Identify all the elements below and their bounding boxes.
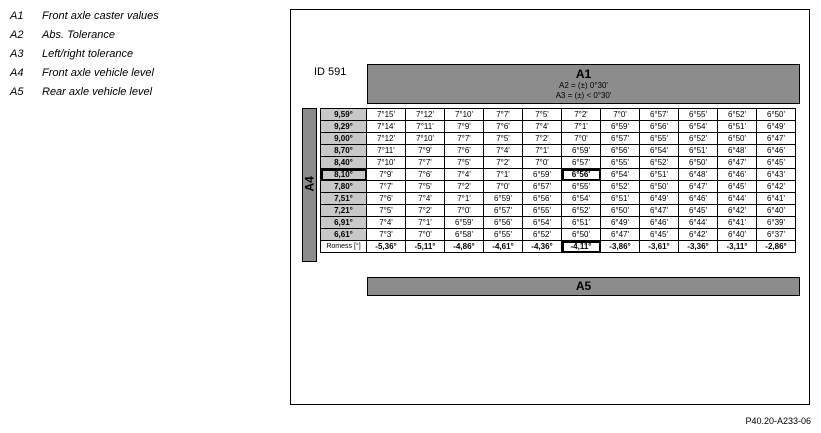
caster-value-cell: 6°51' <box>640 169 679 181</box>
caster-value-cell: 7°2' <box>484 157 523 169</box>
caster-value-cell: 7°10' <box>445 109 484 121</box>
legend-code: A3 <box>10 47 24 60</box>
caster-value-cell: 6°55' <box>640 133 679 145</box>
caster-value-cell: 6°54' <box>640 145 679 157</box>
legend-item <box>10 25 159 44</box>
caster-value-cell: 6°45' <box>679 205 718 217</box>
caster-value-cell: 7°7' <box>484 109 523 121</box>
caster-value-cell: 6°42' <box>757 181 796 193</box>
caster-value-cell: 6°42' <box>679 229 718 241</box>
caster-value-cell: 7°4' <box>484 145 523 157</box>
caster-value-cell: 6°47' <box>640 205 679 217</box>
table-row <box>321 181 796 193</box>
caster-value-cell: 7°1' <box>562 121 601 133</box>
caster-value-cell: 6°52' <box>679 133 718 145</box>
caster-value-cell: 6°52' <box>601 181 640 193</box>
caster-value-cell: 7°5' <box>406 181 445 193</box>
tolerance-left-right: A3 = (±) < 0°30' <box>555 91 612 100</box>
caster-value-cell: 7°9' <box>406 145 445 157</box>
caster-value-cell: 6°54' <box>562 193 601 205</box>
caster-value-cell: 7°7' <box>445 133 484 145</box>
romess-label: Romess [°] <box>321 241 367 253</box>
caster-value-cell: 6°52' <box>523 229 562 241</box>
rear-level-value: -4,11° <box>562 241 601 253</box>
table-row <box>321 193 796 205</box>
legend-item <box>10 82 159 101</box>
rear-level-value: -4,61° <box>484 241 523 253</box>
caster-value-cell: 7°1' <box>406 217 445 229</box>
caster-value-cell: 6°46' <box>757 145 796 157</box>
caster-table <box>320 108 796 253</box>
caster-value-cell: 6°40' <box>757 205 796 217</box>
caster-value-cell: 7°9' <box>445 121 484 133</box>
caster-value-cell: 6°59' <box>601 121 640 133</box>
caster-value-cell: 7°0' <box>484 181 523 193</box>
caster-value-cell: 7°1' <box>445 193 484 205</box>
caster-value-cell: 6°57' <box>484 205 523 217</box>
table-row <box>321 145 796 157</box>
caster-value-cell: 6°56' <box>484 217 523 229</box>
caster-value-cell: 6°47' <box>718 157 757 169</box>
legend <box>10 6 159 101</box>
caster-value-cell: 7°4' <box>445 169 484 181</box>
caster-value-cell: 6°51' <box>562 217 601 229</box>
caster-value-cell: 7°10' <box>406 133 445 145</box>
caster-value-cell: 7°9' <box>367 169 406 181</box>
caster-value-cell: 7°0' <box>406 229 445 241</box>
caster-value-cell: 6°49' <box>601 217 640 229</box>
caster-value-cell: 7°2' <box>445 181 484 193</box>
legend-code: A1 <box>10 9 24 22</box>
caster-value-cell: 7°5' <box>445 157 484 169</box>
caster-value-cell: 6°55' <box>484 229 523 241</box>
front-level-label: A4 <box>302 176 317 192</box>
rear-level-value: -3,36° <box>679 241 718 253</box>
caster-value-cell: 6°55' <box>601 157 640 169</box>
header-title: A1 <box>575 67 592 81</box>
caster-value-cell: 7°5' <box>523 109 562 121</box>
legend-code: A4 <box>10 66 24 79</box>
rear-level-value: -4,86° <box>445 241 484 253</box>
front-level-value: 6,91° <box>321 217 367 229</box>
caster-value-cell: 7°4' <box>523 121 562 133</box>
front-level-value: 8,10° <box>321 169 367 181</box>
caster-value-cell: 6°54' <box>523 217 562 229</box>
caster-value-cell: 6°45' <box>640 229 679 241</box>
caster-value-cell: 6°49' <box>640 193 679 205</box>
caster-value-cell: 6°46' <box>718 169 757 181</box>
caster-value-cell: 7°0' <box>601 109 640 121</box>
caster-value-cell: 7°6' <box>406 169 445 181</box>
caster-value-cell: 6°46' <box>679 193 718 205</box>
caster-value-cell: 6°57' <box>523 181 562 193</box>
table-row <box>321 121 796 133</box>
rear-level-value: -3,86° <box>601 241 640 253</box>
caster-value-cell: 6°48' <box>679 169 718 181</box>
rear-level-footer: A5 <box>367 277 800 296</box>
caster-value-cell: 6°56' <box>523 193 562 205</box>
front-level-value: 8,70° <box>321 145 367 157</box>
table-row <box>321 157 796 169</box>
caster-value-cell: 7°7' <box>406 157 445 169</box>
caster-value-cell: 7°6' <box>367 193 406 205</box>
caster-value-cell: 7°0' <box>523 157 562 169</box>
front-level-value: 9,29° <box>321 121 367 133</box>
caster-value-cell: 6°43' <box>757 169 796 181</box>
caster-value-cell: 6°37' <box>757 229 796 241</box>
caster-value-cell: 6°55' <box>562 181 601 193</box>
caster-value-cell: 6°47' <box>601 229 640 241</box>
caster-value-cell: 7°7' <box>367 181 406 193</box>
rear-level-value: -5,36° <box>367 241 406 253</box>
front-level-value: 9,00° <box>321 133 367 145</box>
caster-value-cell: 7°10' <box>367 157 406 169</box>
caster-value-cell: 7°1' <box>484 169 523 181</box>
front-level-value: 9,59° <box>321 109 367 121</box>
caster-value-cell: 6°58' <box>445 229 484 241</box>
legend-code: A5 <box>10 85 24 98</box>
caster-value-cell: 6°50' <box>601 205 640 217</box>
legend-item <box>10 63 159 82</box>
caster-value-cell: 6°44' <box>679 217 718 229</box>
caster-value-cell: 6°59' <box>445 217 484 229</box>
table-row <box>321 133 796 145</box>
caster-value-cell: 7°4' <box>406 193 445 205</box>
table-id: ID 591 <box>314 66 347 78</box>
caster-value-cell: 6°56' <box>601 145 640 157</box>
caster-value-cell: 6°55' <box>523 205 562 217</box>
table-row <box>321 229 796 241</box>
caster-value-cell: 6°50' <box>562 229 601 241</box>
table-row <box>321 217 796 229</box>
caster-value-cell: 6°57' <box>640 109 679 121</box>
caster-value-cell: 6°48' <box>718 145 757 157</box>
caster-value-cell: 6°39' <box>757 217 796 229</box>
front-level-value: 7,80° <box>321 181 367 193</box>
caster-value-cell: 6°47' <box>679 181 718 193</box>
caster-value-cell: 6°59' <box>523 169 562 181</box>
caster-value-cell: 6°40' <box>718 229 757 241</box>
caster-value-cell: 6°45' <box>757 157 796 169</box>
caster-value-cell: 6°59' <box>484 193 523 205</box>
legend-item <box>10 44 159 63</box>
caster-value-cell: 7°15' <box>367 109 406 121</box>
caster-value-cell: 7°0' <box>562 133 601 145</box>
caster-value-cell: 6°51' <box>601 193 640 205</box>
caster-value-cell: 6°47' <box>757 133 796 145</box>
front-level-value: 8,40° <box>321 157 367 169</box>
caster-value-cell: 6°57' <box>601 133 640 145</box>
rear-level-value: -2,86° <box>757 241 796 253</box>
legend-text: Abs. Tolerance <box>42 28 115 41</box>
document-reference: P40.20-A233-06 <box>745 416 811 426</box>
caster-value-cell: 7°2' <box>562 109 601 121</box>
caster-value-cell: 6°56' <box>562 169 601 181</box>
caster-value-cell: 6°59' <box>562 145 601 157</box>
caster-value-cell: 7°14' <box>367 121 406 133</box>
caster-value-cell: 6°50' <box>718 133 757 145</box>
legend-code: A2 <box>10 28 24 41</box>
caster-value-cell: 6°46' <box>640 217 679 229</box>
caster-header <box>367 64 800 104</box>
rear-level-value: -3,61° <box>640 241 679 253</box>
legend-text: Front axle vehicle level <box>42 66 154 79</box>
caster-value-cell: 6°42' <box>718 205 757 217</box>
caster-value-cell: 6°52' <box>640 157 679 169</box>
caster-value-cell: 7°6' <box>484 121 523 133</box>
caster-value-cell: 6°55' <box>679 109 718 121</box>
rear-level-value: -3,11° <box>718 241 757 253</box>
legend-item <box>10 6 159 25</box>
caster-value-cell: 6°54' <box>679 121 718 133</box>
caster-value-cell: 7°11' <box>367 145 406 157</box>
caster-value-cell: 7°1' <box>523 145 562 157</box>
caster-value-cell: 7°12' <box>367 133 406 145</box>
front-level-value: 7,21° <box>321 205 367 217</box>
rear-level-value: -5,11° <box>406 241 445 253</box>
caster-value-cell: 7°5' <box>367 205 406 217</box>
caster-value-cell: 6°51' <box>679 145 718 157</box>
caster-value-cell: 6°54' <box>601 169 640 181</box>
front-level-value: 6,61° <box>321 229 367 241</box>
caster-value-cell: 7°3' <box>367 229 406 241</box>
caster-value-cell: 7°0' <box>445 205 484 217</box>
caster-value-cell: 7°2' <box>406 205 445 217</box>
tolerance-abs: A2 = (±) 0°30' <box>559 81 608 90</box>
table-row <box>321 205 796 217</box>
table-row <box>321 109 796 121</box>
caster-value-cell: 6°44' <box>718 193 757 205</box>
romess-row <box>321 241 796 253</box>
legend-text: Front axle caster values <box>42 9 159 22</box>
caster-value-cell: 6°50' <box>640 181 679 193</box>
caster-value-cell: 6°50' <box>757 109 796 121</box>
caster-value-cell: 6°57' <box>562 157 601 169</box>
caster-value-cell: 7°4' <box>367 217 406 229</box>
caster-value-cell: 6°52' <box>562 205 601 217</box>
caster-value-cell: 6°56' <box>640 121 679 133</box>
caster-value-cell: 6°51' <box>718 121 757 133</box>
caster-value-cell: 7°2' <box>523 133 562 145</box>
table-row <box>321 169 796 181</box>
caster-value-cell: 6°41' <box>718 217 757 229</box>
front-level-value: 7,51° <box>321 193 367 205</box>
caster-value-cell: 7°6' <box>445 145 484 157</box>
caster-value-cell: 7°12' <box>406 109 445 121</box>
caster-value-cell: 6°50' <box>679 157 718 169</box>
rear-level-value: -4,36° <box>523 241 562 253</box>
caster-value-cell: 6°41' <box>757 193 796 205</box>
legend-text: Rear axle vehicle level <box>42 85 153 98</box>
caster-value-cell: 6°49' <box>757 121 796 133</box>
caster-value-cell: 6°52' <box>718 109 757 121</box>
caster-value-cell: 6°45' <box>718 181 757 193</box>
caster-value-cell: 7°5' <box>484 133 523 145</box>
legend-text: Left/right tolerance <box>42 47 134 60</box>
caster-value-cell: 7°11' <box>406 121 445 133</box>
